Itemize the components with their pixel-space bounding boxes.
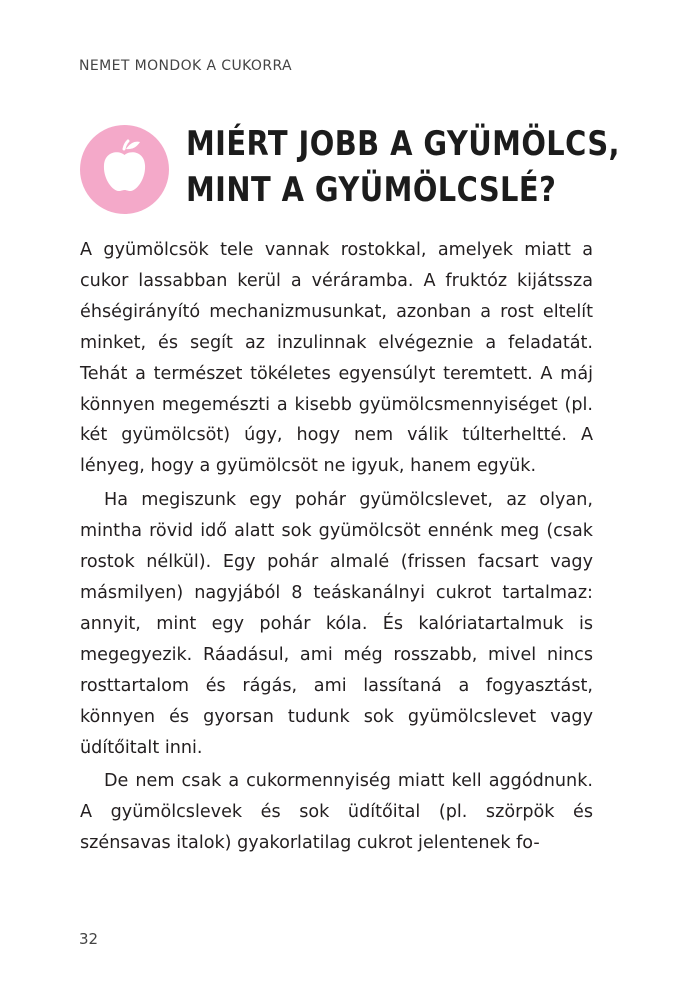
body-text <box>80 235 593 859</box>
title-line-2: MINT A GYÜMÖLCSLÉ? <box>186 170 557 210</box>
page-title <box>186 121 620 213</box>
apple-icon-graphic <box>80 125 169 214</box>
running-head: NEMET MONDOK A CUKORRA <box>79 58 292 74</box>
page-number: 32 <box>79 930 99 948</box>
paragraph-2: Ha megiszunk egy pohár gyümölcslevet, az olyan, mintha rövid idő alatt sok gyümölcsöt ennénk meg (csak rostok nélkül). Egy pohár almalé (frissen facsart vagy másmilyen) nagyjából 8 teáskanálnyi cukrot tartalmaz: annyit, mint egy pohár kóla. És kalóriatartalmuk is megegyezik. Ráadásul, ami még rosszabb, mivel nincs rosttartalom és rágás, ami lassítaná a fogyasztást, könnyen és gyorsan tudunk sok gyümölcslevet vagy üdítőitalt inni. <box>80 490 593 758</box>
title-line-1: MIÉRT JOBB A GYÜMÖLCS, <box>186 124 620 164</box>
paragraph-3: De nem csak a cukormennyiség miatt kell aggódnunk. A gyümölcslevek és sok üdítőital (pl. szörpök és szénsavas italok) gyakorlatilag cukrot jelentenek fo- <box>80 771 593 854</box>
paragraph-1: A gyümölcsök tele vannak rostokkal, amelyek miatt a cukor lassabban kerül a véráramba. A fruktóz kijátssza éhségirányító mechanizmusunkat, azonban a rost eltelít minket, és segít az inzulinnak elvégeznie a feladatát. Tehát a természet tökéletes egyensúlyt teremtett. A máj könnyen megemészti a kisebb gyümölcsmennyiséget (pl. két gyümölcsöt) úgy, hogy nem válik túlterheltté. A lényeg, hogy a gyümölcsöt ne igyuk, hanem együk. <box>80 240 593 477</box>
apple-icon <box>80 125 169 214</box>
